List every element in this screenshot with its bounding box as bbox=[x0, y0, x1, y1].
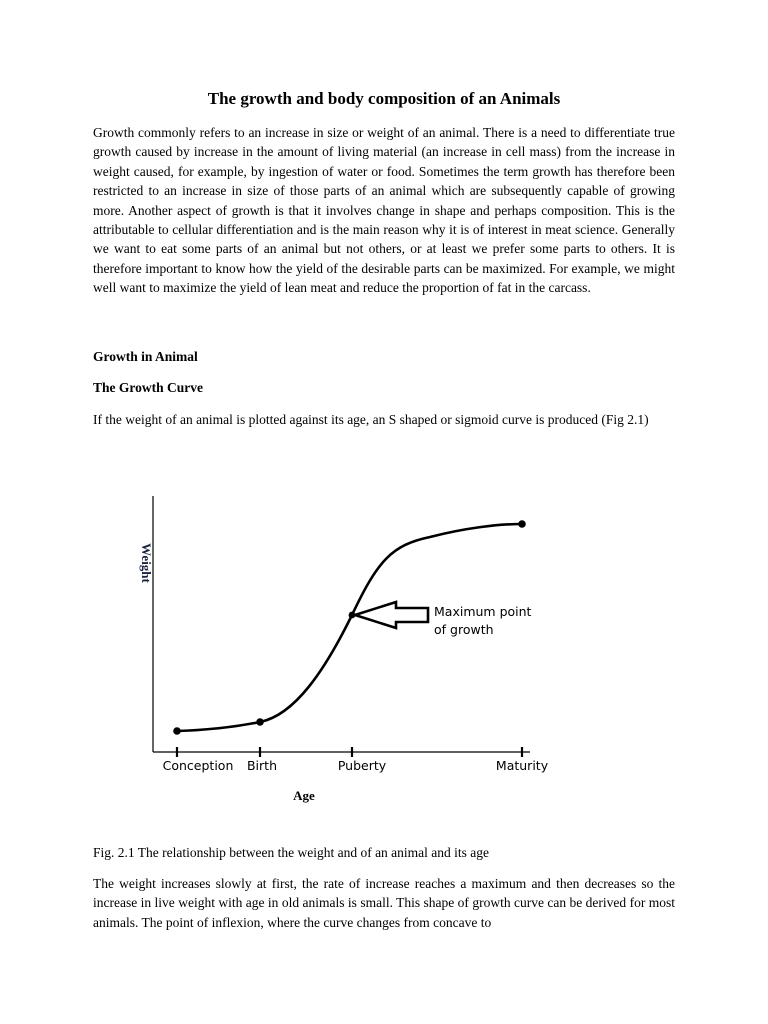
weight-increase-paragraph: The weight increases slowly at first, the rate of increase reaches a maximum and then decreases so the increase in live weight with age in old animals is small. This shape of growth curve can be derived for most animals. The point of inflexion, where the curve changes from concave to bbox=[93, 876, 675, 930]
annotation-line-1: Maximum point bbox=[434, 604, 532, 619]
point-birth bbox=[256, 718, 264, 726]
y-axis-label: Weight bbox=[139, 543, 154, 583]
intro-paragraph: Growth commonly refers to an increase in size or weight of an animal. There is a need to differentiate true growth caused by increase in the amount of living material (an increase in cell mass) from the increase in weight caused, for example, by ingestion of water or food. Sometimes the term growth has therefore been restricted to an increase in size of those parts of an animal which are subsequently capable of growing more. Another aspect of growth is that it involves change in shape and perhaps composition. This is the attributable to cellular differentiation and is the main reason why it is of interest in meat science. Generally we want to eat some parts of an animal but not others, or at least we prefer some parts to others. It is therefore important to know how the yield of the desirable parts can be maximized. For example, we might well want to maximize the yield of lean meat and reduce the proportion of fat in the carcass. bbox=[93, 125, 675, 296]
x-tick-label-birth: Birth bbox=[246, 758, 278, 773]
page-title: The growth and body composition of an Animals bbox=[207, 89, 561, 108]
growth-curve-figure bbox=[130, 480, 560, 810]
x-axis-label: Age bbox=[293, 788, 315, 803]
x-ticks bbox=[163, 747, 549, 773]
x-tick-label-conception: Conception bbox=[162, 758, 234, 773]
section-heading-growth-curve: The Growth Curve bbox=[93, 380, 203, 395]
x-tick-label-maturity: Maturity bbox=[495, 758, 549, 773]
annotation-arrow bbox=[355, 602, 428, 628]
annotation-line-2: of growth bbox=[434, 622, 494, 637]
point-conception bbox=[173, 727, 181, 735]
figure-caption: Fig. 2.1 The relationship between the weight and of an animal and its age bbox=[93, 845, 490, 860]
point-maturity bbox=[518, 520, 526, 528]
section-heading-growth-in-animal: Growth in Animal bbox=[93, 349, 198, 364]
growth-curve-chart bbox=[130, 480, 560, 810]
x-tick-label-puberty: Puberty bbox=[337, 758, 387, 773]
growth-curve-paragraph: If the weight of an animal is plotted against its age, an S shaped or sigmoid curve is produced (Fig 2.1) bbox=[93, 412, 649, 427]
